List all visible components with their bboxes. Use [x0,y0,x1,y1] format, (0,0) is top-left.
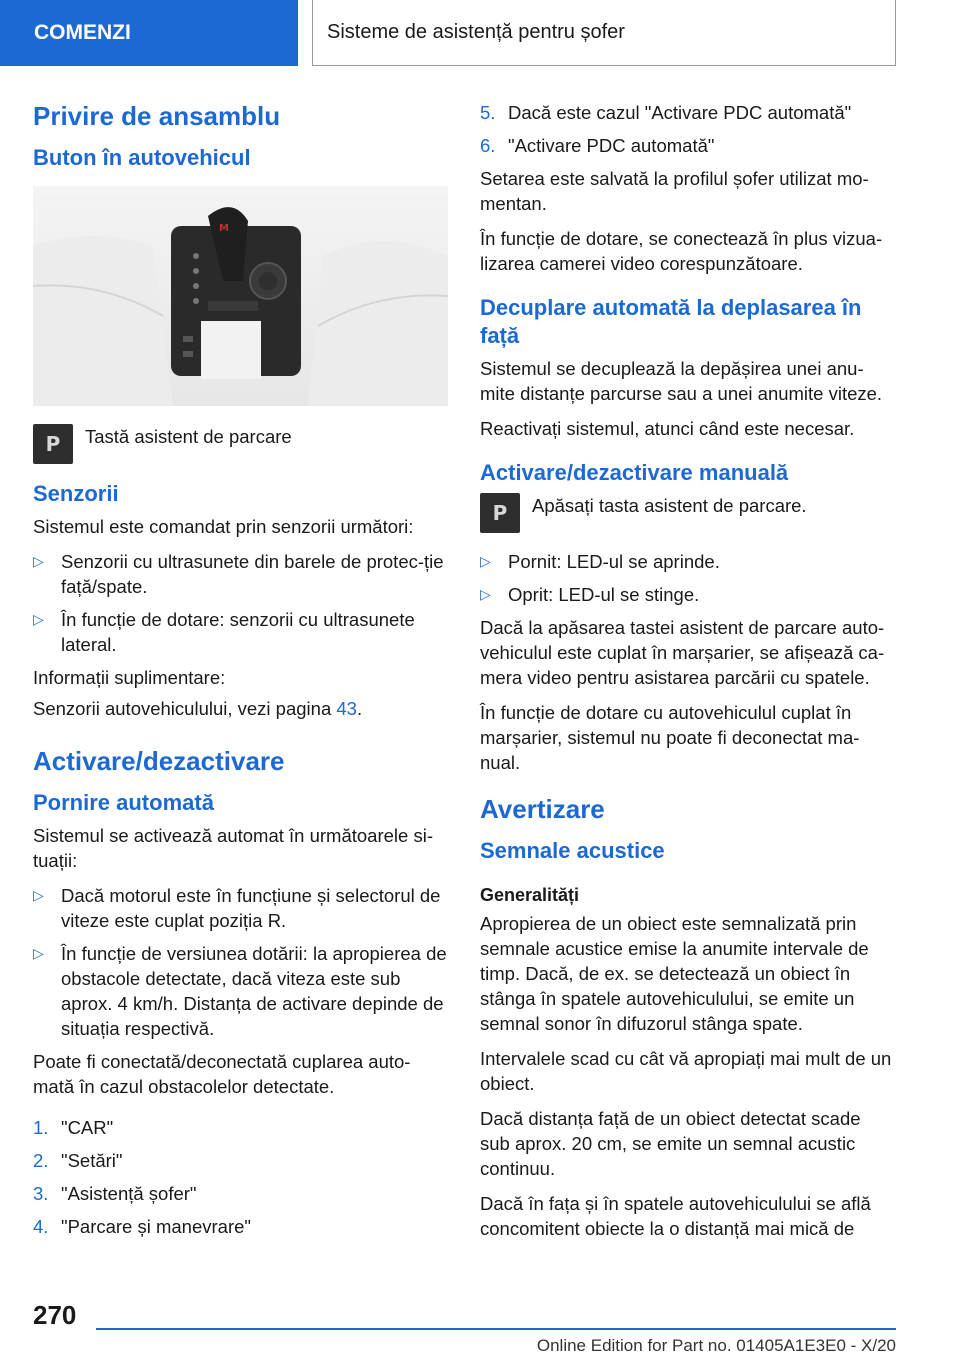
steps-list [33,1115,448,1239]
manual-caption: Apăsați tasta asistent de parcare. [532,495,807,516]
heading-warning: Avertizare [480,794,605,824]
paragraph: Dacă distanța față de un obiect detectat scade sub aprox. 20 cm, se emite un semnal acustic continuu. [480,1108,861,1179]
button-caption-row [33,424,448,464]
section-tab [0,0,298,66]
right-column [480,100,895,1251]
triangle-bullet-icon: ▷ [33,887,44,903]
manual-caption-row [480,493,895,533]
page-link[interactable]: 43 [336,698,357,719]
heading-manual: Activare/dezactivare manuală [480,460,789,485]
manual-list [480,549,895,607]
paragraph: Dacă la apăsarea tastei asistent de parcare auto‐vehiculul este cuplat în marșarier, se afișează ca‐mera video pentru asistarea parcării cu spatele. [480,617,885,688]
steps-list-continued [480,100,895,158]
list-item: ▷ Oprit: LED-ul se stinge. [480,584,700,605]
triangle-bullet-icon: ▷ [33,611,44,627]
list-item: 6. "Activare PDC automată" [480,135,715,156]
heading-auto-start: Pornire automată [33,790,214,815]
list-item: 4. "Parcare și manevrare" [33,1216,251,1237]
more-info-label: Informații suplimentare: [33,667,226,688]
list-item: 1. "CAR" [33,1117,114,1138]
list-item: 3. "Asistență șofer" [33,1183,197,1204]
page-reference: Senzorii autovehiculului, vezi pagina 43. [33,698,363,719]
section-title: COMENZI [34,21,131,44]
triangle-bullet-icon: ▷ [33,553,44,569]
auto-intro: Sistemul se activează automat în următoarele si‐tuații: [33,825,433,871]
list-item: 2. "Setări" [33,1150,123,1171]
paragraph: Reactivați sistemul, atunci când este necesar. [480,418,855,439]
list-item: ▷ Dacă motorul este în funcțiune și selectorul de viteze este cuplat poziția R. [33,885,441,931]
paragraph: Intervalele scad cu cât vă apropiați mai mult de un obiect. [480,1048,892,1094]
list-item: ▷ Pornit: LED-ul se aprinde. [480,551,720,572]
chapter-header [312,0,896,66]
paragraph: În funcție de dotare, se conectează în plus vizua‐lizarea camerei video corespunzătoare. [480,228,883,274]
sensors-intro: Sistemul este comandat prin senzorii următori: [33,516,414,537]
auto-list [33,883,448,1041]
list-item: ▷ În funcție de dotare: senzorii cu ultrasunete lateral. [33,609,415,655]
parking-assist-icon: P [480,493,520,533]
parking-assist-icon: P [33,424,73,464]
button-caption: Tastă asistent de parcare [85,426,292,447]
center-console-photo [33,186,448,406]
heading-activation: Activare/dezactivare [33,746,285,776]
triangle-bullet-icon: ▷ [480,586,491,602]
heading-sensors: Senzorii [33,481,119,506]
page-number: 270 [33,1300,77,1330]
heading-overview: Privire de ansamblu [33,101,281,131]
footer-divider [96,1328,896,1330]
chapter-title: Sisteme de asistență pentru șofer [327,21,625,43]
svg-text:M: M [219,223,229,234]
triangle-bullet-icon: ▷ [480,553,491,569]
heading-acoustic: Semnale acustice [480,838,665,863]
heading-button: Buton în autovehicul [33,145,251,170]
heading-general: Generalități [480,885,580,905]
paragraph: Apropierea de un obiect este semnalizată prin semnale acustice emise la anumite intervale de timp. Dacă, de ex. se detectează un obiect în stânga în spatele autovehiculului, se emite un semnal sonor în difuzorul stânga spate. [480,913,869,1034]
list-item: ▷ Senzorii cu ultrasunete din barele de protec‐ție față/spate. [33,551,444,597]
paragraph: În funcție de dotare cu autovehiculul cuplat în marșarier, sistemul nu poate fi deconectat ma‐nual. [480,702,860,773]
center-console-illustration [33,186,448,406]
sensors-list [33,549,448,657]
paragraph: Dacă în fața și în spatele autovehiculului se află concomitent obiecte la o distanță mai mică de [480,1193,871,1239]
footer-edition: Online Edition for Part no. 01405A1E3E0 - X/20 [536,1336,896,1355]
auto-note: Poate fi conectată/deconectată cuplarea auto‐mată în cazul obstacolelor detectate. [33,1051,411,1097]
paragraph: Setarea este salvată la profilul șofer utilizat mo‐mentan. [480,168,869,214]
list-item: ▷ În funcție de versiunea dotării: la apropierea de obstacole detectate, dacă viteza este sub aprox. 4 km/h. Distanța de activare depinde de situația respectivă. [33,943,447,1039]
paragraph: Sistemul se decuplează la depășirea unei anu‐mite distanțe parcurse sau a unei anumite viteze. [480,358,883,404]
list-item: 5. Dacă este cazul "Activare PDC automată" [480,102,852,123]
heading-decouple: Decuplare automată la deplasarea în față [480,295,862,348]
left-column [33,100,448,1247]
triangle-bullet-icon: ▷ [33,945,44,961]
